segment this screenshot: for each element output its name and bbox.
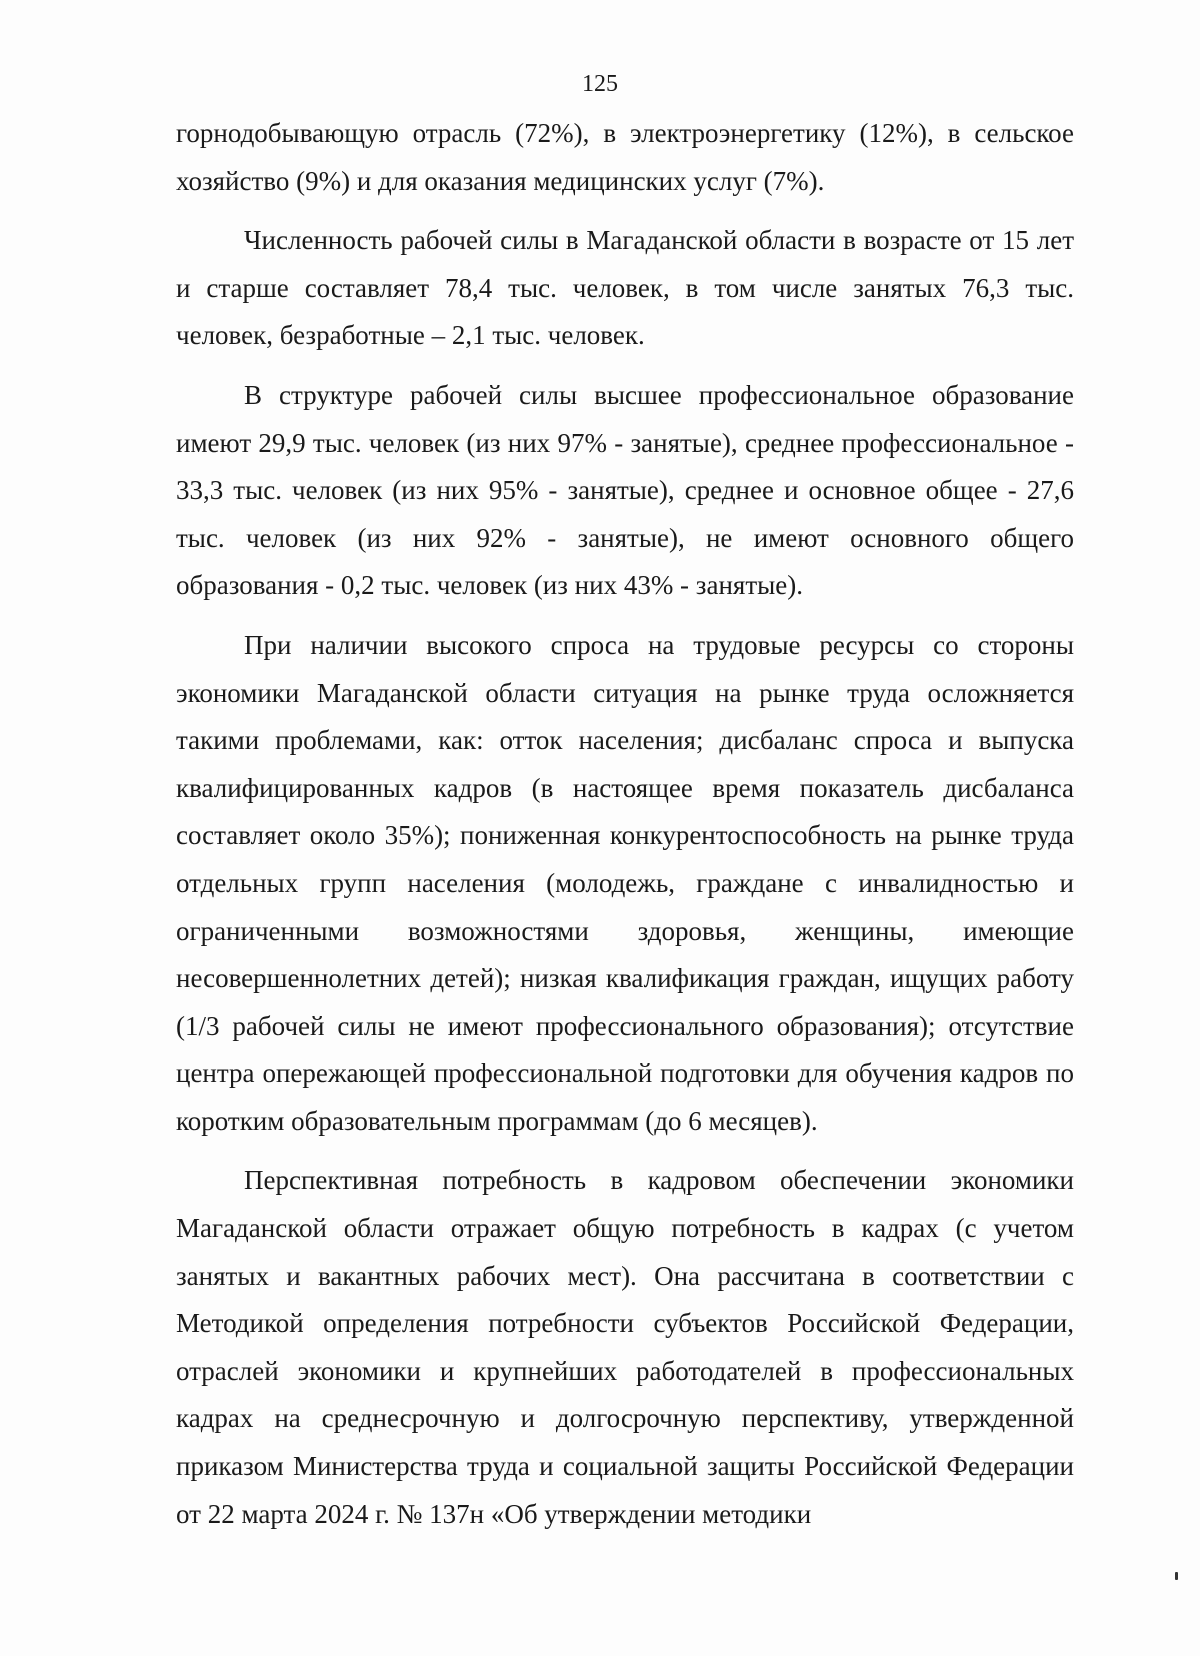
paragraph-labor-force: Численность рабочей силы в Магаданской области в возрасте от 15 лет и старше составляет 78,4 тыс. человек, в том числе занятых 76,3 тыс. человек, безработные – 2,1 тыс. человек. [176,225,1074,351]
paragraph-continuation: горнодобывающую отрасль (72%), в электроэнергетику (12%), в сельское хозяйство (9%) и для оказания медицинских услуг (7%). [176,118,1074,196]
paragraph-staffing-needs: Перспективная потребность в кадровом обеспечении экономики Магаданской области отражает общую потребность в кадрах (с учетом занятых и вакантных рабочих мест). Она рассчитана в соответствии с Методикой определения потребности субъектов Российской Федерации, отраслей экономики и крупнейших работодателей в профессиональных кадрах на среднесрочную и долгосрочную перспективу, утвержденной приказом Министерства труда и социальной защиты Российской Федерации от 22 марта 2024 г. № 137н «Об утверждении методики [176,1165,1074,1529]
scan-artifact [1175,1572,1178,1580]
document-body [176,110,1074,1538]
page-number: 125 [582,71,618,97]
paragraph-labor-market-problems: При наличии высокого спроса на трудовые ресурсы со стороны экономики Магаданской области ситуация на рынке труда осложняется такими проблемами, как: отток населения; дисбаланс спроса и выпуска квалифицированных кадров (в настоящее время показатель дисбаланса составляет около 35%); пониженная конкурентоспособность на рынке труда отдельных групп населения (молодежь, граждане с инвалидностью и ограниченными возможностями здоровья, женщины, имеющие несовершеннолетних детей); низкая квалификация граждан, ищущих работу (1/3 рабочей силы не имеют профессионального образования); отсутствие центра опережающей профессиональной подготовки для обучения кадров по коротким образовательным программам (до 6 месяцев). [176,629,1074,1136]
paragraph-education-structure: В структуре рабочей силы высшее профессиональное образование имеют 29,9 тыс. человек (из них 97% - занятые), среднее профессиональное - 33,3 тыс. человек (из них 95% - занятые), среднее и основное общее - 27,6 тыс. человек (из них 92% - занятые), не имеют основного общего образования - 0,2 тыс. человек (из них 43% - занятые). [176,379,1074,601]
